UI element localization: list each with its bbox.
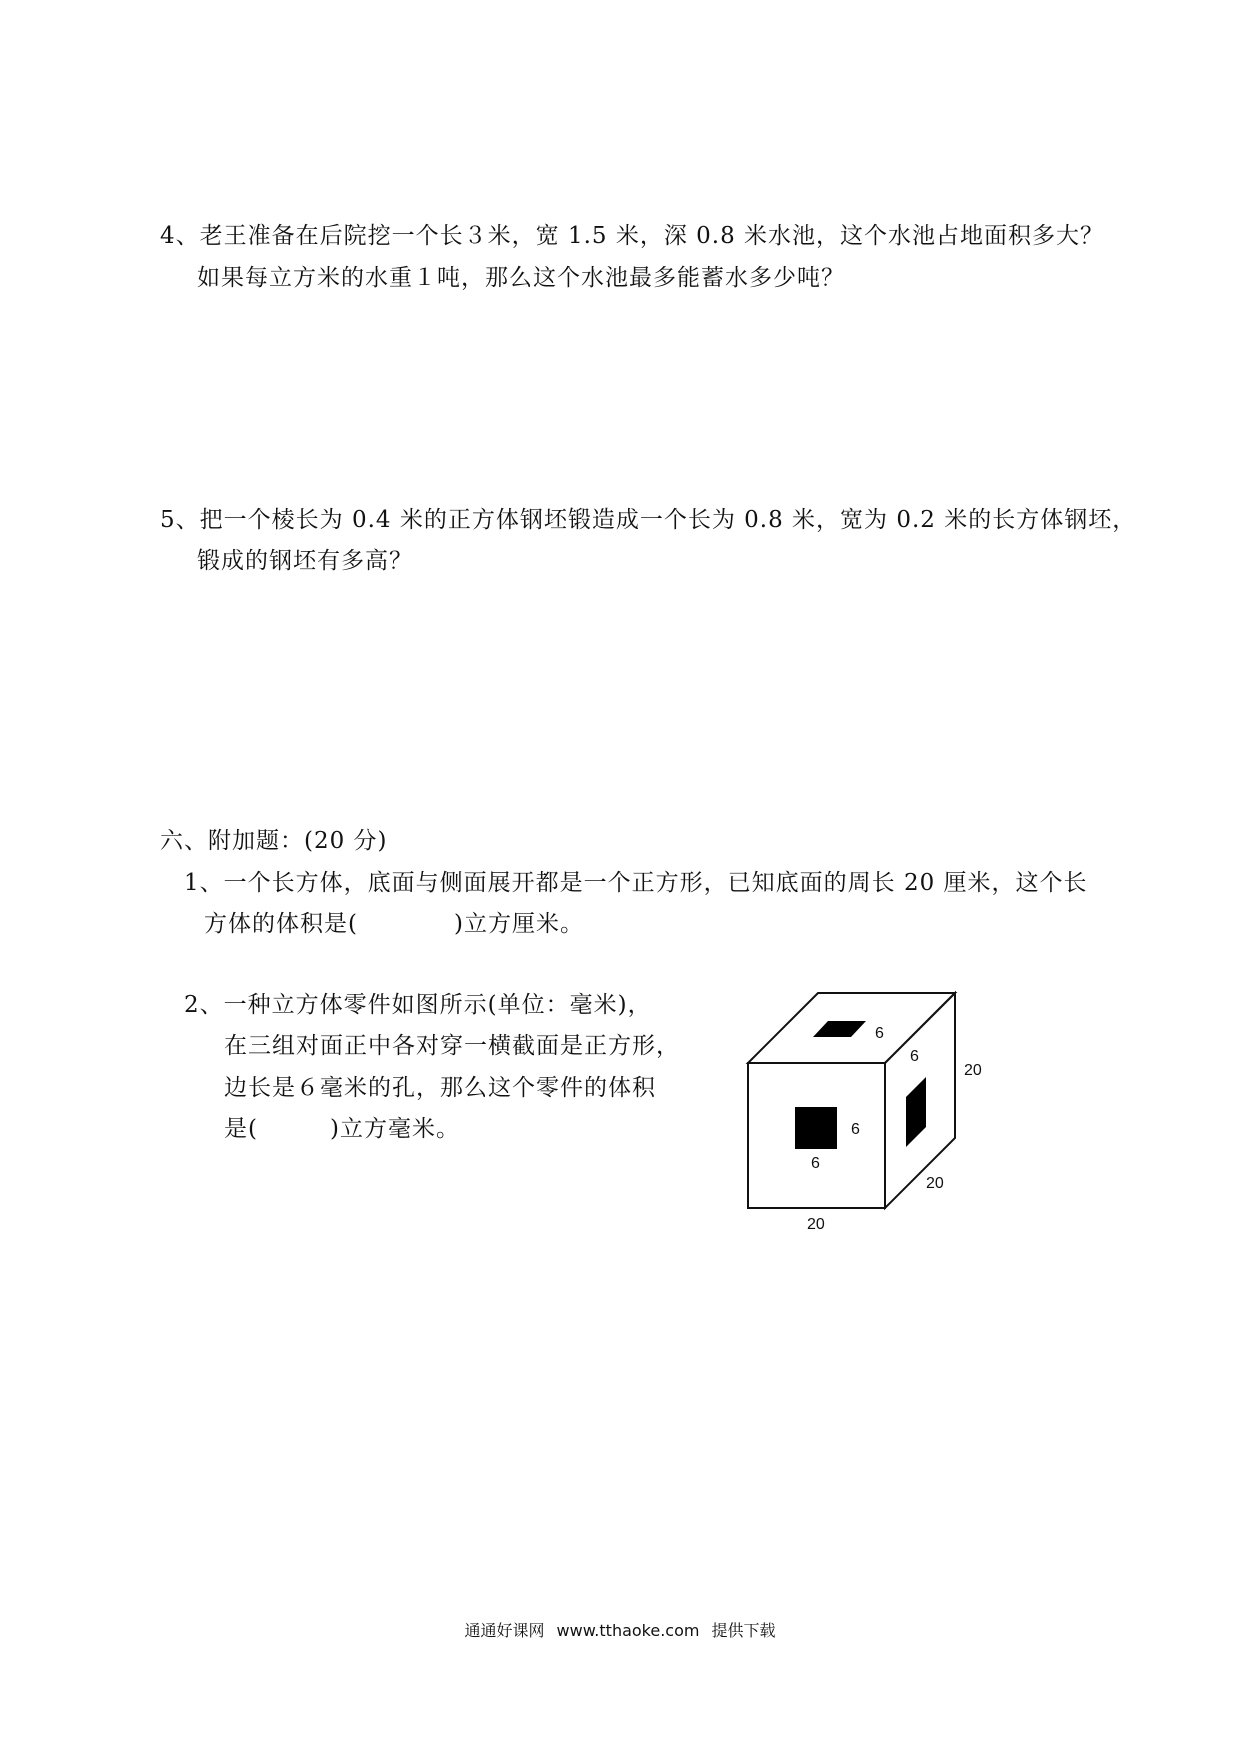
- cube-height-label: 20: [964, 1062, 982, 1079]
- bonus-question-2-line-1: 2、一种立方体零件如图所示(单位：毫米)，: [184, 992, 652, 1018]
- question-4-line-1: 4、老王准备在后院挖一个长３米，宽 1.5 米，深 0.8 米水池，这个水池占地面积多大？: [160, 223, 1105, 249]
- top-hole-label: 6: [875, 1025, 884, 1042]
- cube-figure: [740, 985, 1000, 1235]
- front-hole-bottom-label: 6: [811, 1155, 820, 1172]
- right-hole: [906, 1077, 926, 1147]
- question-5-line-1: 5、把一个棱长为 0.4 米的正方体钢坯锻造成一个长为 0.8 米，宽为 0.2 米的长方体钢坯，: [160, 507, 1137, 533]
- footer-site-name: 通通好课网: [464, 1621, 545, 1640]
- top-hole: [813, 1021, 866, 1037]
- cube-width-label: 20: [807, 1216, 825, 1233]
- section-6-heading: 六、附加题：(20 分): [160, 828, 388, 854]
- question-5-line-2: 锻成的钢坯有多高？: [197, 548, 413, 574]
- bonus-question-1-line-1: 1、一个长方体，底面与侧面展开都是一个正方形，已知底面的周长 20 厘米，这个长: [184, 870, 1088, 896]
- front-hole: [795, 1107, 837, 1149]
- footer-url[interactable]: www.tthaoke.com: [556, 1621, 700, 1640]
- footer: [0, 1620, 1240, 1642]
- question-4-line-2: 如果每立方米的水重１吨，那么这个水池最多能蓄水多少吨？: [197, 265, 845, 291]
- bonus-question-2-line-2: 在三组对面正中各对穿一横截面是正方形，: [224, 1033, 680, 1059]
- bonus-question-2-line-4: 是( )立方毫米。: [224, 1116, 460, 1142]
- bonus-question-2-line-3: 边长是６毫米的孔，那么这个零件的体积: [224, 1075, 656, 1101]
- bonus-question-1-line-2: 方体的体积是( )立方厘米。: [204, 911, 584, 937]
- cube-depth-label: 20: [926, 1175, 944, 1192]
- front-hole-right-label: 6: [851, 1121, 860, 1138]
- right-hole-label: 6: [910, 1048, 919, 1065]
- footer-note: 提供下载: [711, 1621, 776, 1640]
